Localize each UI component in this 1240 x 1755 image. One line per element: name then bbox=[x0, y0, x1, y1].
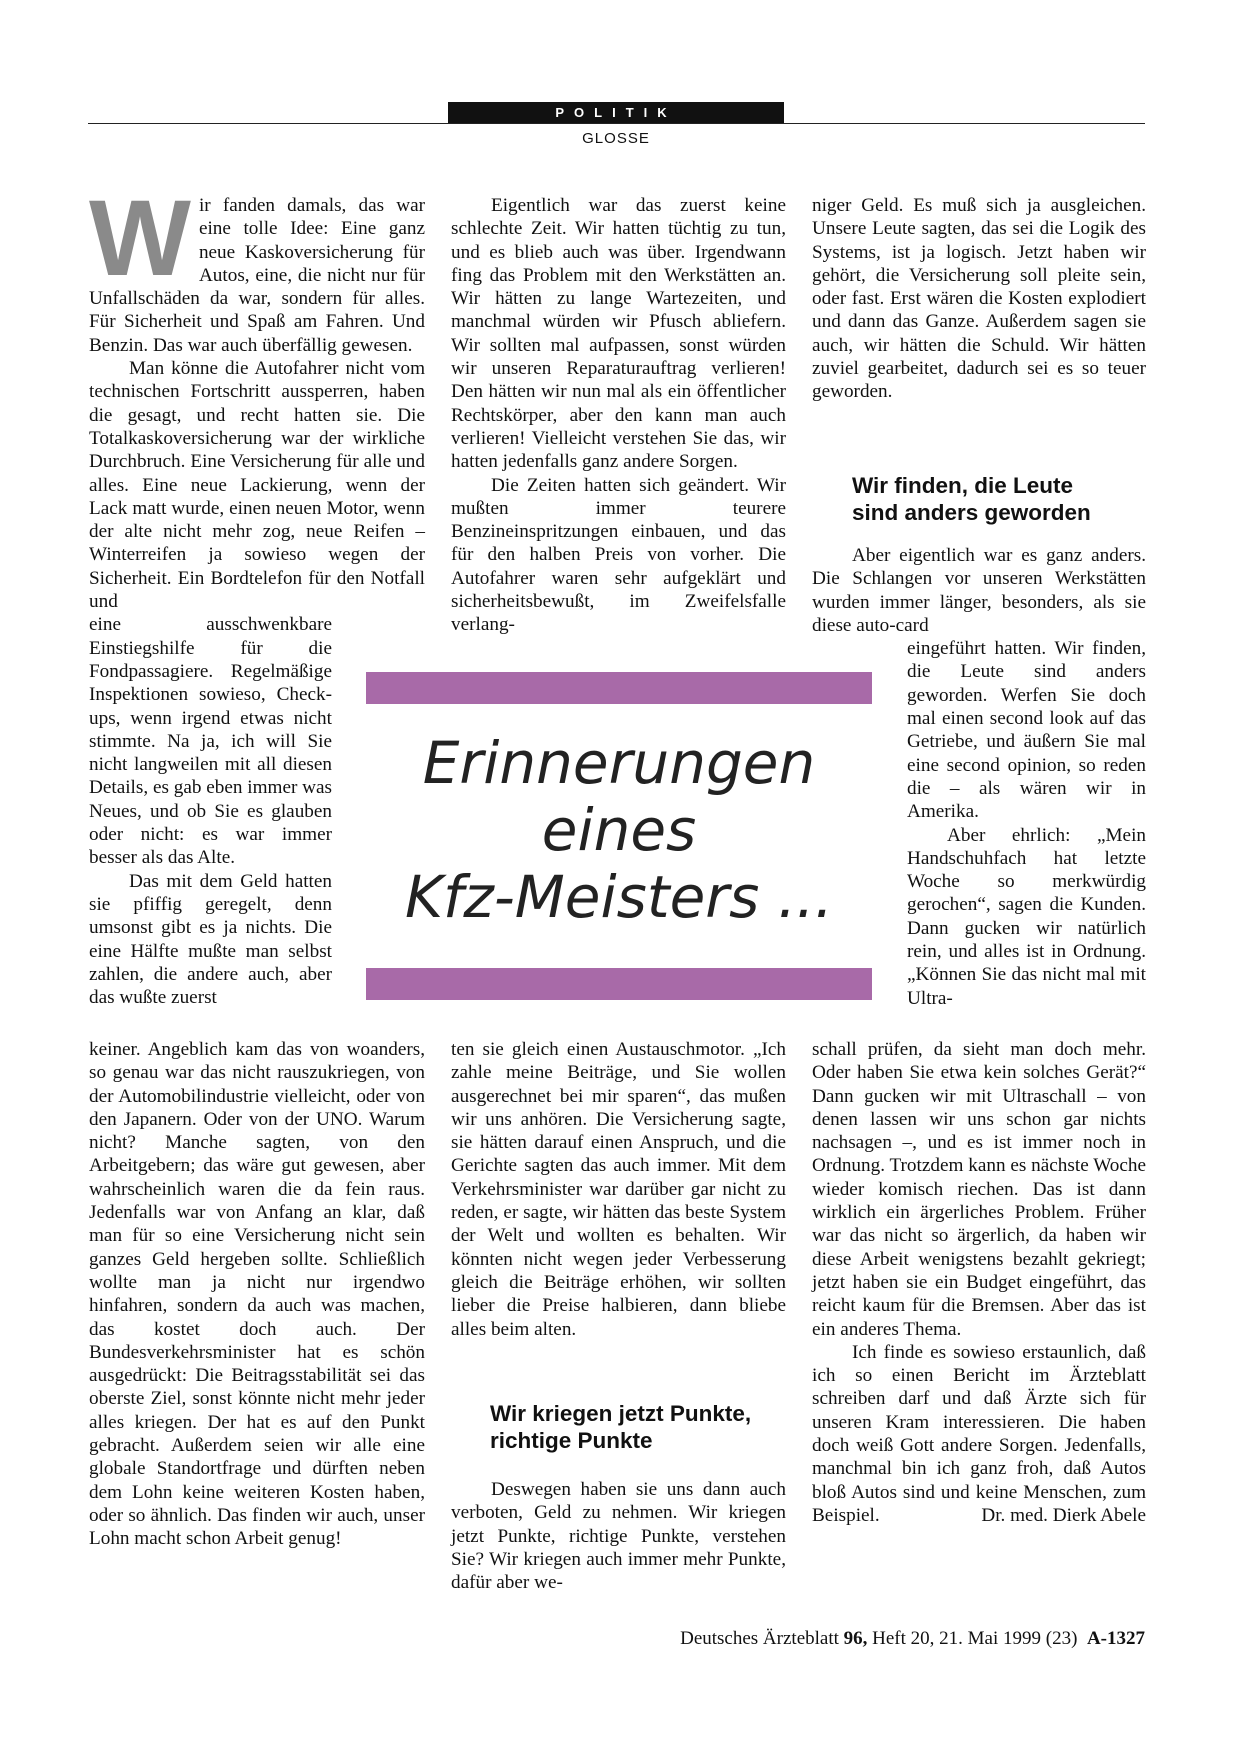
title-line: Kfz-Meisters ... bbox=[404, 863, 834, 931]
column-2-bottom bbox=[451, 1038, 786, 1341]
paragraph: Das mit dem Geld hatten sie pfiffig geregelt, denn umsonst gibt es ja nichts. Die eine Hälfte mußte man selbst zahlen, die andere auch, aber das wußte zuerst bbox=[89, 870, 332, 1009]
paragraph bbox=[89, 177, 425, 357]
wrapped-text bbox=[907, 637, 1146, 1010]
paragraph: niger Geld. Es muß sich ja ausgleichen. Unsere Leute sagten, das sei die Logik des Systems, ist ja logisch. Jetzt haben wir gehört, die Versicherung soll pleite sein, oder fast. Erst wären die Kosten explodiert und dann das Ganze. Außerdem sagen sie auch, wir hätten die Schuld. Wir hätten zuviel gearbeitet, dadurch sei es so teuer geworden. bbox=[812, 195, 1146, 403]
paragraph bbox=[812, 1341, 1146, 1527]
issue-info: Heft 20, 21. Mai 1999 (23) bbox=[872, 1628, 1078, 1649]
heading-line: richtige Punkte bbox=[490, 1428, 653, 1453]
dropcap: W bbox=[89, 177, 191, 298]
volume: 96, bbox=[843, 1628, 868, 1649]
page-number: A-1327 bbox=[1086, 1628, 1145, 1649]
accent-bar-bottom bbox=[366, 968, 872, 1000]
heading-line: sind anders geworden bbox=[852, 500, 1091, 525]
article-title bbox=[366, 730, 872, 931]
title-line: eines bbox=[541, 796, 697, 864]
paragraph-text: ir fanden damals, das war eine tolle Idee: Eine ganz neue Kaskoversicherung für Autos, eine, die nicht nur für Unfallschäden da war, sondern für alles. Für Sicherheit und Spaß am Fahren. Und Benzin. Das war auch überfällig gewesen. bbox=[89, 195, 425, 356]
title-line: Erinnerungen bbox=[422, 729, 816, 797]
paragraph-text: Ich finde es sowieso erstaunlich, daß ich so einen Bericht im Ärzteblatt schreiben darf und daß Ärzte sich für unseren Kram interessieren. Die haben doch weiß Gott andere Sorgen. Jedenfalls, manchmal bin ich ganz froh, daß Autos bloß Autos sind und keine Menschen, zum Beispiel. bbox=[812, 1341, 1146, 1526]
paragraph: eine ausschwenkbare Einstiegshilfe für die Fondpassagiere. Regelmäßige Inspektionen sowieso, Check-ups, wenn irgend etwas nicht stimmte. Na ja, ich will Sie nicht langweilen mit all diesen Details, es gab eben immer was Neues, und ob Sie es glauben oder nicht: es war immer besser als das Alte. bbox=[89, 614, 332, 869]
paragraph: ten sie gleich einen Austauschmotor. „Ich zahle meine Beiträge, und Sie wollen ausgerechnet bei mir sparen“, das mußen wir uns anhören. Die Versicherung sagte, sie hätten darauf einen Anspruch, und die Gerichte sagten das auch immer. Mit dem Verkehrsminister war darüber gar nicht zu reden, er sagte, wir hätten das beste System der Welt und wollten es behalten. Wir könnten nicht wegen jeder Verbesserung gleich die Beiträge erhöhen, wir sollten lieber die Preise halbieren, dann bliebe alles beim alten. bbox=[451, 1039, 786, 1340]
column-2-last bbox=[451, 1478, 786, 1594]
paragraph: Die Zeiten hatten sich geändert. Wir mußten immer teurere Benzineinspritzungen einbauen, und das für den halben Preis von vorher. Die Autofahrer waren sehr aufgeklärt und sicherheitsbewußt, im Zweifelsfalle verlang- bbox=[451, 474, 786, 636]
heading-line: Wir finden, die Leute bbox=[852, 473, 1074, 498]
section-heading-2 bbox=[490, 1400, 751, 1454]
author-name: Dr. med. Dierk Abele bbox=[981, 1504, 1146, 1526]
paragraph: Deswegen haben sie uns dann auch verboten, Geld zu nehmen. Wir kriegen jetzt Punkte, richtige Punkte, verstehen Sie? Wir kriegen auch immer mehr Punkte, dafür aber we- bbox=[451, 1479, 786, 1594]
paragraph: Aber eigentlich war es ganz anders. Die Schlangen vor unseren Werkstätten wurden immer länger, besonders, als sie diese auto-card bbox=[812, 545, 1146, 636]
paragraph: schall prüfen, da sieht man doch mehr. Oder haben Sie etwa kein solches Gerät?“ Dann gucken wir mit Ultraschall – von denen lassen wir uns schon gar nichts nachsagen –, und es ist immer noch in Ordnung. Trotzdem kann es nächste Woche wieder komisch riechen. Das ist dann wirklich ein ärgerliches Problem. Früher war das nicht so ärgerlich, da haben wir diese Arbeit wenigstens bezahlt gekriegt; jetzt haben sie ein Budget eingeführt, das reicht kaum für die Bremsen. Aber das ist ein anderes Thema. bbox=[812, 1039, 1146, 1340]
header-rule bbox=[88, 123, 1145, 124]
paragraph: Eigentlich war das zuerst keine schlechte Zeit. Wir hatten tüchtig zu tun, und es blieb auch was über. Irgendwann fing das Problem mit den Werkstätten an. Wir hätten zu lange Wartezeiten, und manchmal würden wir Pfusch abliefern. Wir sollten mal aufpassen, sonst würden wir unseren Reparaturauftrag verlieren! Den hätten wir nun mal als ein öffentlicher Rechtskörper, aber den kann man auch verlieren! Vielleicht verstehen Sie das, wir hatten jedenfalls ganz andere Sorgen. bbox=[451, 195, 786, 473]
column-3-bottom bbox=[812, 1038, 1146, 1527]
paragraph: keiner. Angeblich kam das von woanders, so genau war das nicht rauszukriegen, von der Automobilindustrie vielleicht, oder von den Japanern. Oder von der UNO. Warum nicht? Manche sagten, von den Arbeitgebern; das wäre gut gewesen, aber wahrscheinlich waren die da fein raus. Jedenfalls war von Anfang an klar, daß man für so eine Versicherung nicht sein ganzes Geld hergeben sollte. Schließlich wollte man ja nicht nur irgendwo hinfahren, sondern da auch was machen, das kostet doch auch. Der Bundesverkehrsminister hat es schön ausgedrückt: Die Beitragsstabilität sei das oberste Ziel, sonst könnte nicht mehr jeder alles kriegen. Der hat es auf den Punkt gebracht. Außerdem seien wir alle eine globale Standortfrage und dürften neben dem Lohn keine weiteren Kosten haben, oder so ähnlich. Das finden wir auch, unser Lohn macht schon Arbeit genug! bbox=[89, 1039, 425, 1550]
subsection-label: GLOSSE bbox=[582, 130, 650, 147]
journal-name: Deutsches Ärzteblatt bbox=[680, 1628, 839, 1649]
title-box bbox=[366, 672, 872, 1000]
column-3-top bbox=[812, 194, 1146, 404]
column-2-top bbox=[451, 194, 786, 637]
column-1-bottom bbox=[89, 1038, 425, 1551]
page-footer bbox=[560, 1628, 1145, 1650]
paragraph: Aber ehrlich: „Mein Handschuhfach hat letzte Woche so merkwürdig gerochen“, sagen die Kunden. Dann gucken wir natürlich rein, und alles ist in Ordnung. „Können Sie das nicht mal mit Ultra- bbox=[907, 824, 1146, 1009]
paragraph: Man könne die Autofahrer nicht vom technischen Fortschritt aussperren, haben die gesagt, und recht hatten sie. Die Totalkaskoversicherung war der wirkliche Durchbruch. Eine Versicherung für alle und alles. Eine neue Lackierung, wenn der Lack matt wurde, einen neuen Motor, wenn der alte nicht mehr zog, neue Reifen – Winterreifen ja sowieso wegen der Sicherheit. Ein Bordtelefon für den Notfall und bbox=[89, 358, 425, 613]
paragraph: eingeführt hatten. Wir finden, die Leute sind anders geworden. Werfen Sie doch mal einen second look auf das Getriebe, und äußern Sie mal eine second opinion, so reden die – als wären wir in Amerika. bbox=[907, 638, 1146, 823]
accent-bar-top bbox=[366, 672, 872, 704]
section-heading-1 bbox=[852, 472, 1091, 526]
heading-line: Wir kriegen jetzt Punkte, bbox=[490, 1401, 752, 1426]
section-label: POLITIK bbox=[448, 102, 784, 123]
wrapped-text bbox=[89, 613, 332, 1009]
